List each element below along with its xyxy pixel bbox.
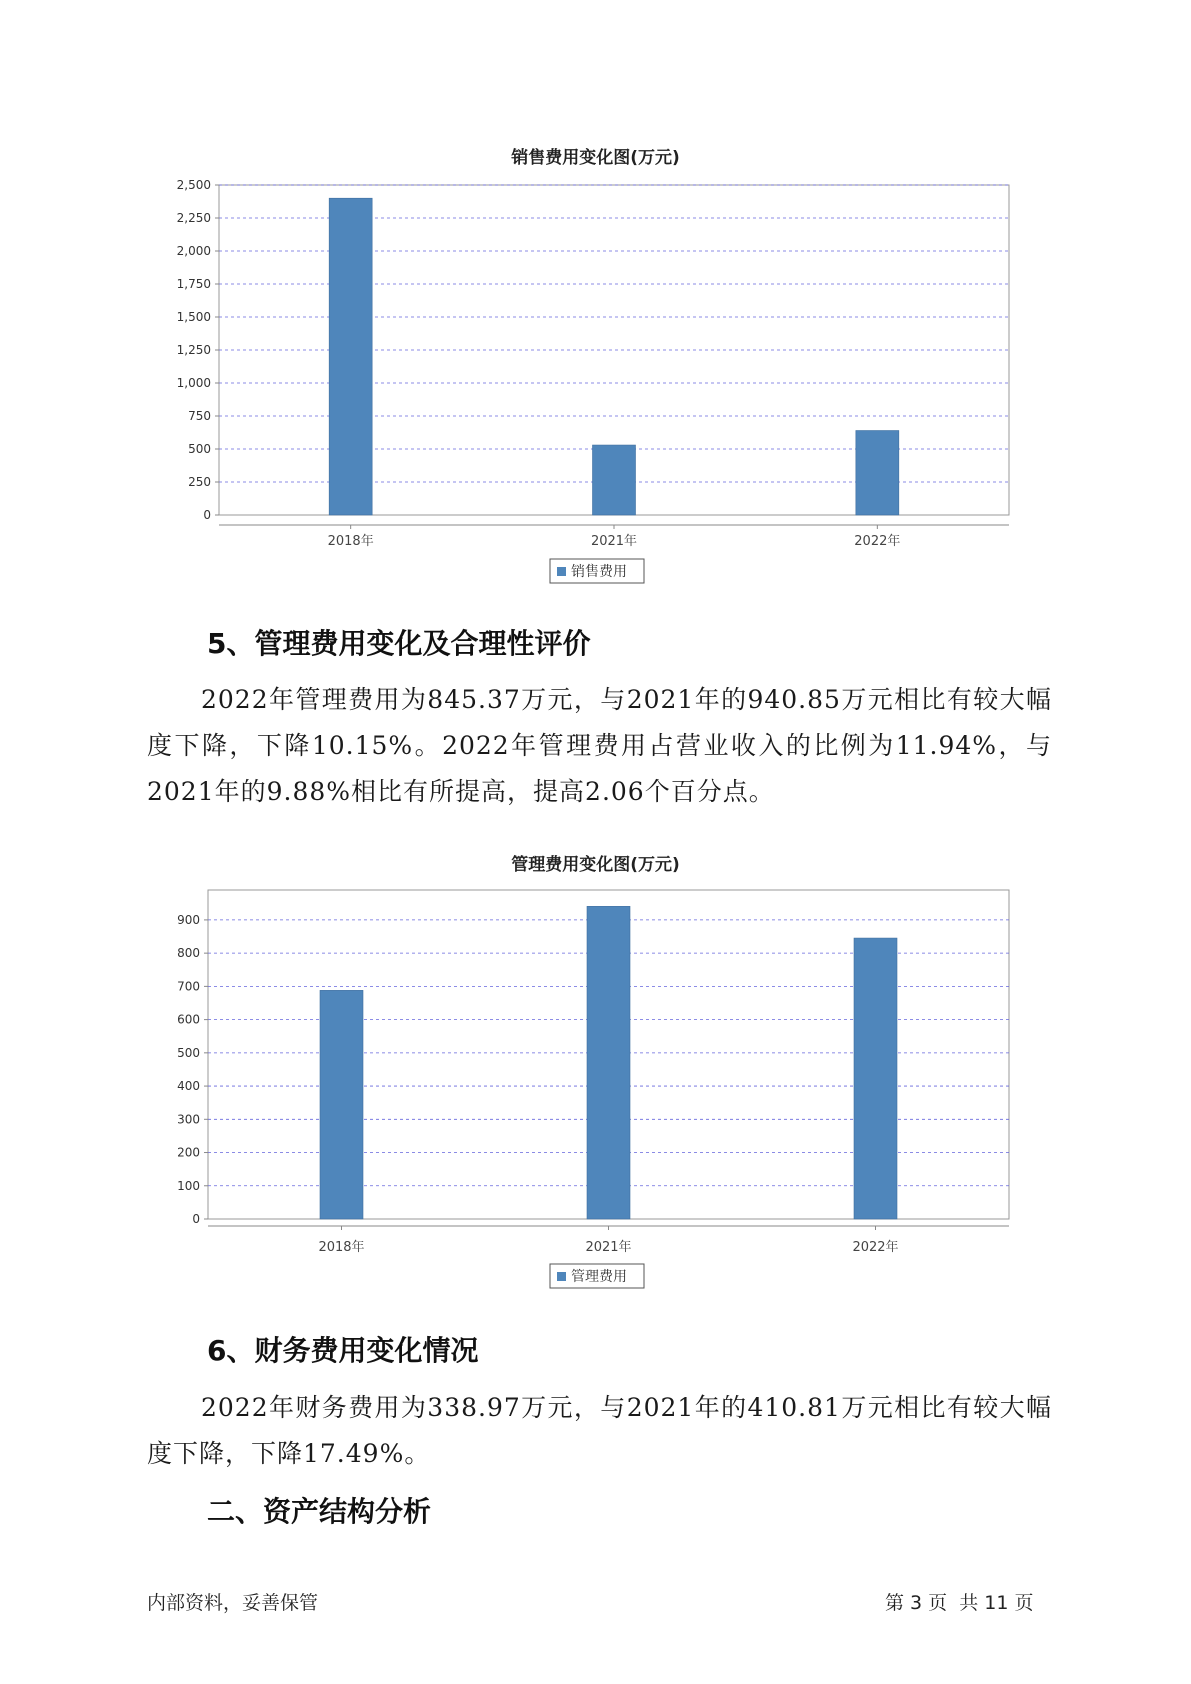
y-tick-label: 600 bbox=[177, 1012, 200, 1027]
section-5-paragraph: 2022年管理费用为845.37万元，与2021年的940.85万元相比有较大幅度下降，下降10.15%。2022年管理费用占营业收入的比例为11.94%，与2021年的9.88%相比有所提高，提高2.06个百分点。 bbox=[147, 685, 1052, 806]
y-tick-label: 200 bbox=[177, 1145, 200, 1160]
bar bbox=[587, 906, 630, 1219]
y-tick-label: 2,500 bbox=[176, 178, 211, 192]
y-tick-label: 300 bbox=[177, 1112, 200, 1127]
y-tick-label: 500 bbox=[177, 1045, 200, 1060]
section-6-heading: 6、财务费用变化情况 bbox=[207, 1334, 479, 1367]
bar bbox=[320, 990, 363, 1219]
y-tick-label: 1,250 bbox=[176, 343, 211, 357]
section-2-heading: 二、资产结构分析 bbox=[207, 1495, 432, 1528]
section-5-heading: 5、管理费用变化及合理性评价 bbox=[207, 627, 591, 660]
chart-title-sales: 销售费用变化图(万元) bbox=[511, 148, 680, 168]
legend-label: 管理费用 bbox=[571, 1269, 627, 1285]
y-tick-label: 2,250 bbox=[176, 211, 211, 225]
section-6-paragraph: 2022年财务费用为338.97万元，与2021年的410.81万元相比有较大幅度下降，下降17.49%。 bbox=[147, 1393, 1052, 1468]
x-tick-label: 2021年 bbox=[585, 1240, 632, 1255]
y-tick-label: 500 bbox=[188, 442, 211, 456]
y-tick-label: 0 bbox=[203, 508, 211, 522]
y-tick-label: 750 bbox=[188, 409, 211, 423]
legend-label: 销售费用 bbox=[571, 564, 627, 580]
y-tick-label: 250 bbox=[188, 475, 211, 489]
x-tick-label: 2018年 bbox=[318, 1240, 365, 1255]
chart-title-admin: 管理费用变化图(万元) bbox=[511, 855, 680, 875]
y-tick-label: 1,750 bbox=[176, 277, 211, 291]
x-tick-label: 2018年 bbox=[327, 534, 374, 549]
footer-confidential-note: 内部资料，妥善保管 bbox=[147, 1592, 319, 1614]
x-tick-label: 2021年 bbox=[590, 534, 638, 549]
y-tick-label: 0 bbox=[192, 1212, 200, 1226]
bar bbox=[854, 938, 897, 1219]
x-tick-label: 2022年 bbox=[854, 534, 901, 549]
x-tick-label: 2022年 bbox=[852, 1240, 899, 1255]
y-tick-label: 900 bbox=[177, 912, 200, 927]
y-tick-label: 2,000 bbox=[176, 244, 211, 258]
y-tick-label: 100 bbox=[177, 1178, 200, 1193]
y-tick-label: 1,500 bbox=[176, 310, 211, 324]
y-tick-label: 700 bbox=[177, 979, 200, 994]
footer-page-number: 第 3 页 共 11 页 bbox=[885, 1592, 1034, 1614]
legend-swatch bbox=[557, 1272, 566, 1281]
y-tick-label: 400 bbox=[177, 1079, 200, 1094]
legend bbox=[550, 1264, 644, 1288]
y-tick-label: 1,000 bbox=[176, 376, 211, 390]
y-tick-label: 800 bbox=[177, 946, 200, 961]
